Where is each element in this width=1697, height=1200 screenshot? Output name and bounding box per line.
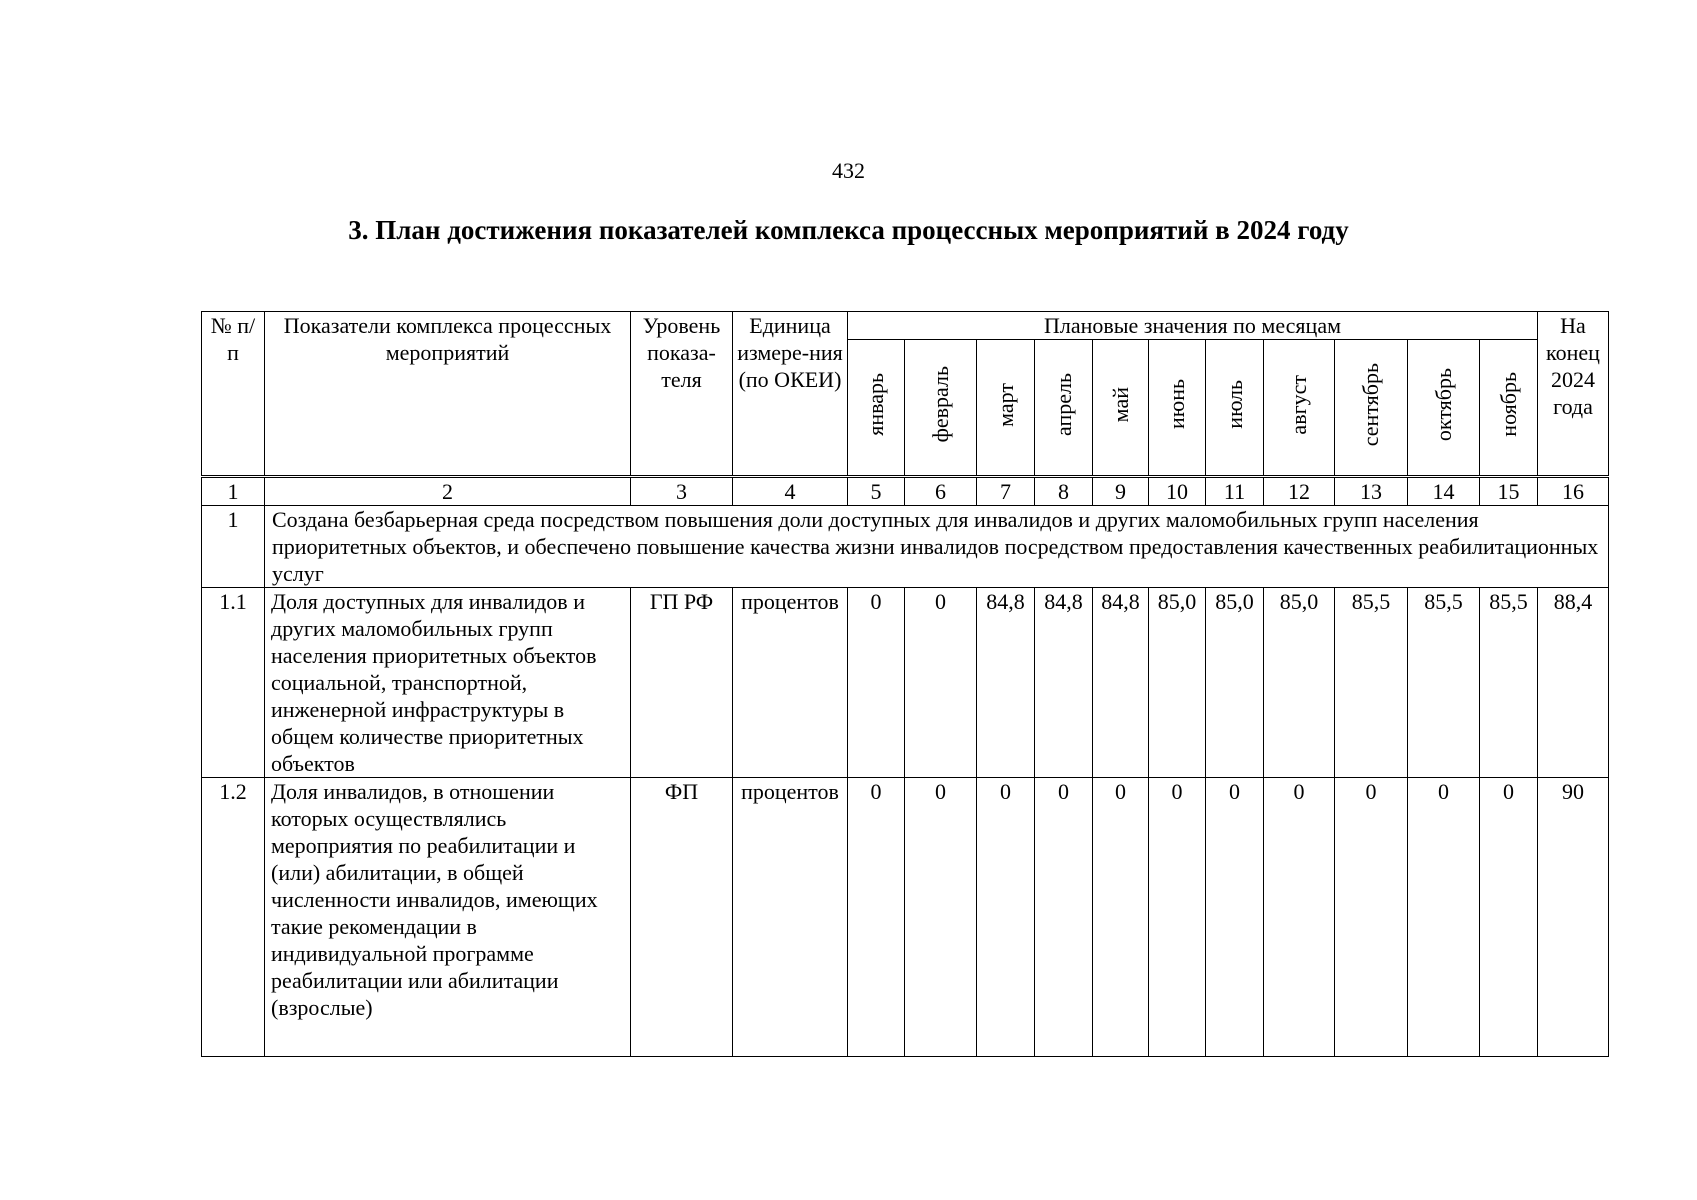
page-title: 3. План достижения показателей комплекса процессных мероприятий в 2024 году [348,215,1349,245]
column-number: 2 [265,477,631,506]
header-month [848,340,905,477]
month-label: май [1107,386,1133,423]
row-month-value: 0 [977,778,1035,1057]
row-month-value: 0 [905,588,977,778]
month-label: апрель [1050,372,1076,437]
row-unit: процентов [733,778,848,1057]
row-month-value: 0 [1264,778,1335,1057]
row-year-end-value: 90 [1538,778,1609,1057]
header-month [1480,340,1538,477]
header-month [905,340,977,477]
header-level: Уровень показа-теля [631,312,733,477]
row-num: 1.2 [202,778,265,1057]
header-row [202,312,1609,340]
column-number: 16 [1538,477,1609,506]
row-month-value: 84,8 [1035,588,1093,778]
month-label: июль [1221,380,1247,429]
month-label: январь [863,373,888,436]
month-label: август [1286,374,1311,435]
plan-table [201,311,1609,1057]
month-label: ноябрь [1495,372,1521,437]
row-month-value: 0 [1035,778,1093,1057]
column-number: 11 [1206,477,1264,506]
row-month-value: 85,0 [1206,588,1264,778]
row-month-value: 0 [848,778,905,1057]
row-month-value: 0 [1480,778,1538,1057]
row-month-value: 85,5 [1335,588,1408,778]
row-month-value: 0 [905,778,977,1057]
column-number: 3 [631,477,733,506]
header-month [1335,340,1408,477]
month-label: октябрь [1430,367,1456,442]
row-month-value: 84,8 [1093,588,1149,778]
column-number: 15 [1480,477,1538,506]
column-number: 4 [733,477,848,506]
column-number: 14 [1408,477,1480,506]
header-num: № п/п [202,312,265,477]
header-year-end: На конец 2024 года [1538,312,1609,477]
group-num: 1 [202,506,265,588]
column-number: 9 [1093,477,1149,506]
row-month-value: 85,0 [1264,588,1335,778]
column-number: 7 [977,477,1035,506]
header-unit: Единица измере-ния (по ОКЕИ) [733,312,848,477]
row-month-value: 85,5 [1480,588,1538,778]
row-level: ГП РФ [631,588,733,778]
month-label: июнь [1164,379,1189,430]
page-number: 432 [832,158,865,183]
header-month [1035,340,1093,477]
row-num: 1.1 [202,588,265,778]
row-month-value: 0 [1335,778,1408,1057]
table-row [202,778,1609,1057]
row-level: ФП [631,778,733,1057]
header-month [1206,340,1264,477]
group-row [202,506,1609,588]
row-year-end-value: 88,4 [1538,588,1609,778]
column-number: 5 [848,477,905,506]
column-number: 12 [1264,477,1335,506]
row-month-value: 0 [848,588,905,778]
row-month-value: 0 [1149,778,1206,1057]
column-numbers-row [202,477,1609,506]
row-month-value: 85,0 [1149,588,1206,778]
row-indicator-name: Доля доступных для инвалидов и других маломобильных групп населения приоритетных объектов социальной, транспортной, инженерной инфраструктуры в общем количестве приоритетных объектов [265,588,631,778]
group-text: Создана безбарьерная среда посредством повышения доли доступных для инвалидов и других маломобильных групп населения приоритетных объектов, и обеспечено повышение качества жизни инвалидов посредством предоставления качественных реабилитационных услуг [265,506,1609,588]
month-label: март [992,382,1018,427]
header-month [1093,340,1149,477]
row-month-value: 0 [1408,778,1480,1057]
row-month-value: 0 [1206,778,1264,1057]
row-indicator-name: Доля инвалидов, в отношении которых осуществлялись мероприятия по реабилитации и (или) абилитации, в общей численности инвалидов, имеющих такие рекомендации в индивидуальной программе реабилитации или абилитации (взрослые) [265,778,631,1057]
header-month [1149,340,1206,477]
row-month-value: 0 [1093,778,1149,1057]
header-month [1264,340,1335,477]
header-months-group: Плановые значения по месяцам [848,312,1538,340]
column-number: 8 [1035,477,1093,506]
month-label: сентябрь [1358,362,1383,447]
month-label: февраль [927,366,953,443]
header-month [1408,340,1480,477]
table-row [202,588,1609,778]
row-month-value: 85,5 [1408,588,1480,778]
column-number: 1 [202,477,265,506]
header-month [977,340,1035,477]
column-number: 6 [905,477,977,506]
row-month-value: 84,8 [977,588,1035,778]
column-number: 13 [1335,477,1408,506]
header-indicator: Показатели комплекса процессных мероприятий [265,312,631,477]
row-unit: процентов [733,588,848,778]
column-number: 10 [1149,477,1206,506]
